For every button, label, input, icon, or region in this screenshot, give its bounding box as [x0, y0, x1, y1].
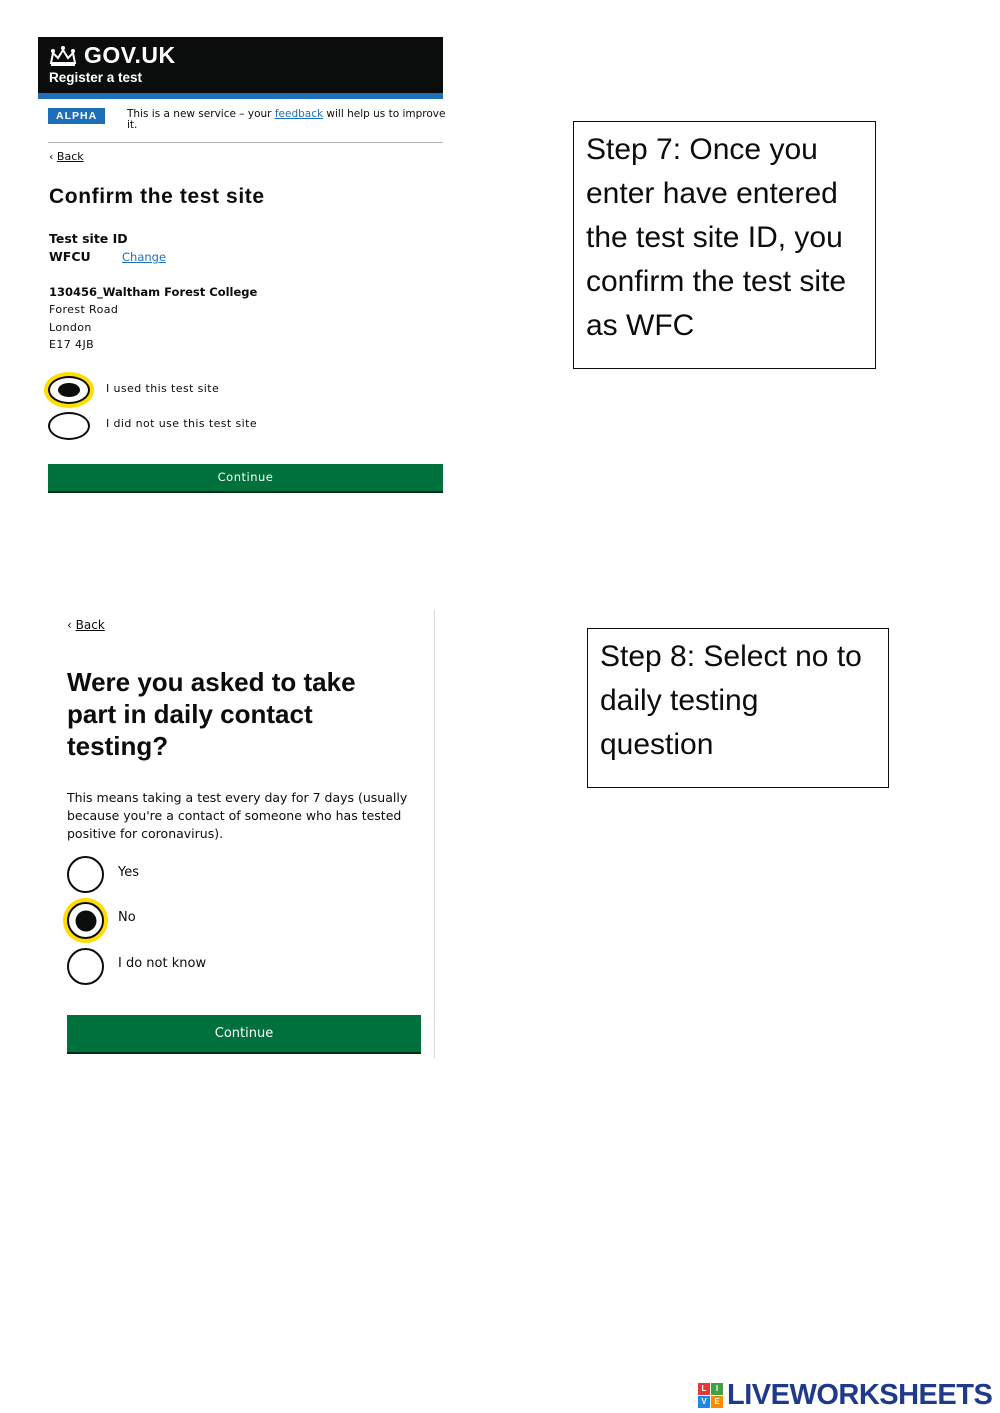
- radio-label-did-not-use[interactable]: I did not use this test site: [106, 417, 257, 430]
- radio-label-do-not-know[interactable]: I do not know: [118, 956, 207, 971]
- radio-yes[interactable]: [67, 856, 104, 893]
- address-line-2: London: [49, 321, 92, 334]
- back-link-label: Back: [75, 618, 105, 632]
- continue-button[interactable]: Continue: [48, 464, 443, 491]
- radio-label-no[interactable]: No: [118, 910, 136, 925]
- daily-contact-testing-screenshot: [50, 610, 436, 1060]
- continue-button[interactable]: Continue: [67, 1015, 421, 1052]
- chevron-left-icon: ‹: [49, 150, 54, 163]
- logo-letter-i: I: [711, 1383, 723, 1395]
- radio-do-not-know[interactable]: [67, 948, 104, 985]
- step-8-instruction: Step 8: Select no to daily testing question: [587, 628, 889, 788]
- phase-banner: [48, 108, 446, 143]
- radio-did-not-use-test-site[interactable]: [48, 412, 90, 440]
- radio-label-used[interactable]: I used this test site: [106, 382, 220, 395]
- logo-letter-v: V: [698, 1396, 710, 1408]
- address-line-1: Forest Road: [49, 303, 119, 316]
- page-title: Confirm the test site: [49, 185, 265, 208]
- back-link[interactable]: [49, 150, 84, 163]
- question-hint: This means taking a test every day for 7 days (usually because you're a contact of someone who has tested positive for coronavirus).: [67, 790, 408, 841]
- govuk-logo-text: GOV.UK: [84, 42, 176, 68]
- back-link-label: Back: [56, 150, 84, 163]
- step-7-instruction: Step 7: Once you enter have entered the test site ID, you confirm the test site as WFC: [573, 121, 876, 369]
- header-blue-bar: [38, 93, 443, 99]
- alpha-tag: ALPHA: [48, 108, 105, 124]
- address-postcode: E17 4JB: [49, 338, 95, 351]
- logo-letter-l: L: [698, 1383, 710, 1395]
- radio-used-test-site[interactable]: [48, 376, 90, 404]
- confirm-test-site-screenshot: [38, 37, 446, 497]
- chevron-left-icon: ‹: [67, 618, 72, 632]
- address-name: 130456_Waltham Forest College: [49, 285, 258, 299]
- liveworksheets-logo-text: LIVEWORKSHEETS: [727, 1379, 993, 1411]
- liveworksheets-grid-icon: [698, 1383, 723, 1408]
- change-link[interactable]: Change: [122, 250, 167, 264]
- phase-text-before: This is a new service – your: [127, 108, 275, 120]
- radio-label-yes[interactable]: Yes: [118, 865, 139, 880]
- vertical-divider: [434, 610, 435, 1058]
- govuk-logo[interactable]: [48, 42, 176, 69]
- govuk-header: [38, 37, 443, 93]
- test-site-id-value: WFCU: [49, 249, 91, 264]
- crown-icon: [48, 45, 78, 67]
- logo-letter-e: E: [711, 1396, 723, 1408]
- liveworksheets-logo: [698, 1379, 992, 1412]
- radio-no[interactable]: [67, 902, 104, 939]
- phase-text-after: will help us to improve it.: [127, 108, 446, 131]
- phase-banner-text: [127, 109, 447, 131]
- test-site-id-label: Test site ID: [49, 231, 128, 246]
- feedback-link[interactable]: feedback: [274, 108, 324, 120]
- back-link[interactable]: [67, 618, 105, 632]
- page-title: Were you asked to take part in daily contact testing?: [67, 667, 356, 761]
- service-name[interactable]: Register a test: [49, 70, 143, 85]
